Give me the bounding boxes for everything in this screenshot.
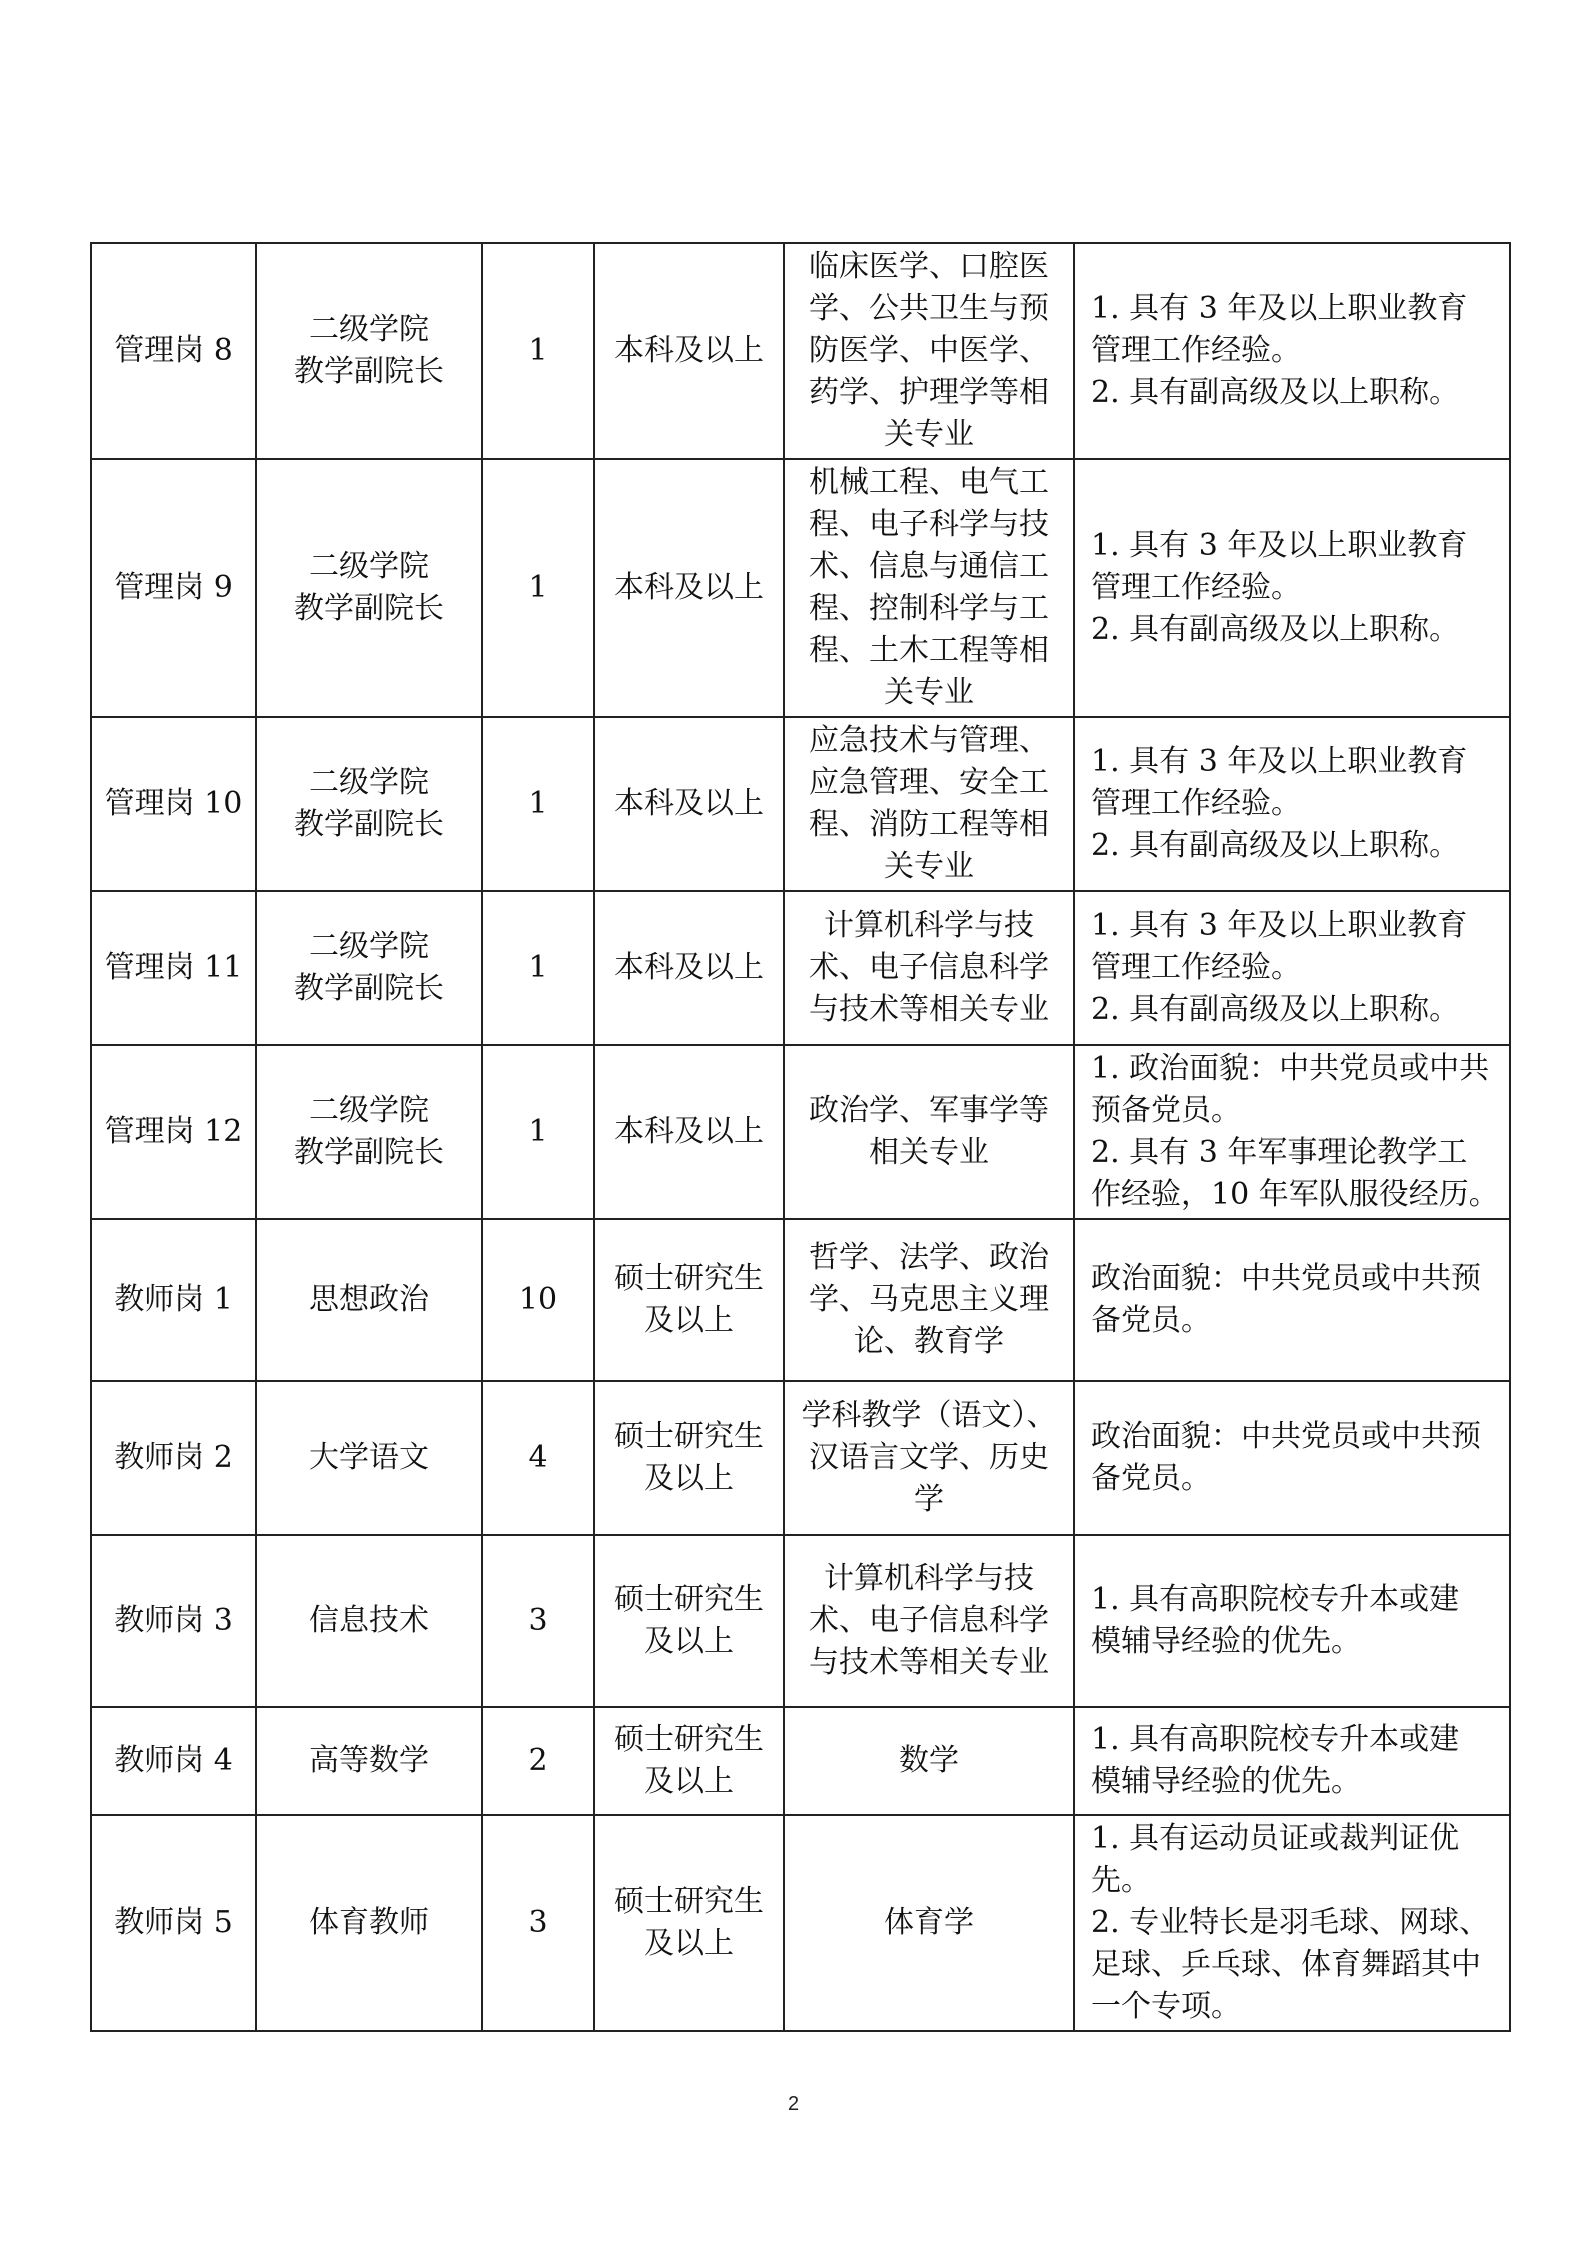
position-title-cell xyxy=(256,717,482,891)
major-line: 哲学、法学、政治 xyxy=(809,1240,1049,1275)
requirements-cell xyxy=(1074,243,1510,459)
major-line: 临床医学、口腔医 xyxy=(809,249,1049,284)
requirements-cell xyxy=(1074,459,1510,717)
headcount-cell: 1 xyxy=(482,243,594,459)
requirements-line: 1. 政治面貌：中共党员或中共 xyxy=(1091,1051,1490,1086)
requirements-line: 模辅导经验的优先。 xyxy=(1091,1764,1361,1799)
table-row xyxy=(91,459,1510,717)
major-line: 学、公共卫生与预 xyxy=(809,291,1049,326)
requirements-line: 1. 具有高职院校专升本或建 xyxy=(1091,1582,1460,1617)
table-row xyxy=(91,1815,1510,2031)
headcount-cell: 1 xyxy=(482,1045,594,1219)
major-line: 关专业 xyxy=(884,849,974,884)
headcount-cell: 3 xyxy=(482,1535,594,1707)
position-title-cell xyxy=(256,1535,482,1707)
education-line: 硕士研究生 xyxy=(614,1261,764,1296)
position-title-line: 二级学院 xyxy=(309,929,429,964)
position-title-cell xyxy=(256,891,482,1045)
position-title-cell xyxy=(256,1045,482,1219)
requirements-cell xyxy=(1074,891,1510,1045)
major-line: 术、电子信息科学 xyxy=(809,950,1049,985)
major-cell xyxy=(784,1219,1074,1381)
position-title-cell xyxy=(256,1707,482,1815)
major-line: 应急技术与管理、 xyxy=(809,723,1049,758)
education-line: 及以上 xyxy=(644,1764,734,1799)
education-line: 本科及以上 xyxy=(614,570,764,605)
table-row xyxy=(91,1535,1510,1707)
education-line: 硕士研究生 xyxy=(614,1582,764,1617)
requirements-cell xyxy=(1074,1815,1510,2031)
major-cell xyxy=(784,1815,1074,2031)
major-line: 机械工程、电气工 xyxy=(809,465,1049,500)
position-title-line: 二级学院 xyxy=(309,312,429,347)
position-title-line: 体育教师 xyxy=(309,1905,429,1940)
requirements-line: 作经验，10 年军队服役经历。 xyxy=(1091,1177,1499,1212)
education-line: 本科及以上 xyxy=(614,1114,764,1149)
major-line: 政治学、军事学等 xyxy=(809,1093,1049,1128)
post-cell: 教师岗 1 xyxy=(91,1219,256,1381)
requirements-line: 备党员。 xyxy=(1091,1303,1211,1338)
major-cell xyxy=(784,717,1074,891)
requirements-line: 预备党员。 xyxy=(1091,1093,1241,1128)
requirements-cell xyxy=(1074,1535,1510,1707)
major-cell xyxy=(784,1535,1074,1707)
requirements-line: 1. 具有运动员证或裁判证优 xyxy=(1091,1821,1460,1856)
education-cell xyxy=(594,459,784,717)
requirements-line: 2. 专业特长是羽毛球、网球、 xyxy=(1091,1905,1490,1940)
post-cell: 教师岗 3 xyxy=(91,1535,256,1707)
major-line: 程、土木工程等相 xyxy=(809,633,1049,668)
headcount-cell: 1 xyxy=(482,891,594,1045)
major-line: 论、教育学 xyxy=(854,1324,1004,1359)
major-line: 计算机科学与技 xyxy=(824,1561,1034,1596)
requirements-cell xyxy=(1074,1381,1510,1535)
requirements-line: 政治面貌：中共党员或中共预 xyxy=(1091,1419,1481,1454)
requirements-line: 管理工作经验。 xyxy=(1091,786,1301,821)
education-cell xyxy=(594,1535,784,1707)
requirements-line: 1. 具有 3 年及以上职业教育 xyxy=(1091,528,1468,563)
requirements-line: 2. 具有副高级及以上职称。 xyxy=(1091,992,1460,1027)
requirements-line: 2. 具有副高级及以上职称。 xyxy=(1091,612,1460,647)
requirements-line: 政治面貌：中共党员或中共预 xyxy=(1091,1261,1481,1296)
education-line: 硕士研究生 xyxy=(614,1884,764,1919)
position-title-line: 教学副院长 xyxy=(294,971,444,1006)
requirements-line: 足球、乒乓球、体育舞蹈其中 xyxy=(1091,1947,1481,1982)
headcount-cell: 4 xyxy=(482,1381,594,1535)
major-line: 程、消防工程等相 xyxy=(809,807,1049,842)
major-line: 程、电子科学与技 xyxy=(809,507,1049,542)
major-line: 药学、护理学等相 xyxy=(809,375,1049,410)
major-line: 关专业 xyxy=(884,675,974,710)
requirements-line: 1. 具有 3 年及以上职业教育 xyxy=(1091,908,1468,943)
position-title-line: 教学副院长 xyxy=(294,1135,444,1170)
requirements-line: 先。 xyxy=(1091,1863,1151,1898)
education-line: 硕士研究生 xyxy=(614,1722,764,1757)
post-cell: 管理岗 8 xyxy=(91,243,256,459)
table-row xyxy=(91,1045,1510,1219)
requirements-line: 模辅导经验的优先。 xyxy=(1091,1624,1361,1659)
requirements-line: 2. 具有 3 年军事理论教学工 xyxy=(1091,1135,1468,1170)
post-cell: 教师岗 5 xyxy=(91,1815,256,2031)
major-line: 计算机科学与技 xyxy=(824,908,1034,943)
requirements-cell xyxy=(1074,1707,1510,1815)
major-cell xyxy=(784,1381,1074,1535)
requirements-line: 一个专项。 xyxy=(1091,1989,1241,2024)
table-row xyxy=(91,1707,1510,1815)
major-line: 术、电子信息科学 xyxy=(809,1603,1049,1638)
education-line: 及以上 xyxy=(644,1624,734,1659)
headcount-cell: 1 xyxy=(482,717,594,891)
education-line: 本科及以上 xyxy=(614,786,764,821)
major-line: 学科教学（语文）、 xyxy=(801,1398,1057,1433)
position-title-line: 二级学院 xyxy=(309,765,429,800)
major-cell xyxy=(784,459,1074,717)
headcount-cell: 3 xyxy=(482,1815,594,2031)
requirements-line: 2. 具有副高级及以上职称。 xyxy=(1091,375,1460,410)
education-line: 本科及以上 xyxy=(614,333,764,368)
education-cell xyxy=(594,1219,784,1381)
education-line: 及以上 xyxy=(644,1461,734,1496)
education-line: 本科及以上 xyxy=(614,950,764,985)
education-cell xyxy=(594,243,784,459)
education-cell xyxy=(594,891,784,1045)
major-line: 术、信息与通信工 xyxy=(809,549,1049,584)
page-number: 2 xyxy=(787,2093,800,2115)
position-title-cell xyxy=(256,243,482,459)
education-line: 及以上 xyxy=(644,1926,734,1961)
major-line: 程、控制科学与工 xyxy=(809,591,1049,626)
position-title-line: 信息技术 xyxy=(309,1603,429,1638)
position-title-line: 二级学院 xyxy=(309,1093,429,1128)
post-cell: 管理岗 10 xyxy=(91,717,256,891)
position-title-line: 教学副院长 xyxy=(294,807,444,842)
major-line: 与技术等相关专业 xyxy=(809,1645,1049,1680)
requirements-line: 管理工作经验。 xyxy=(1091,333,1301,368)
major-line: 体育学 xyxy=(884,1905,974,1940)
headcount-cell: 1 xyxy=(482,459,594,717)
position-title-line: 二级学院 xyxy=(309,549,429,584)
position-title-cell xyxy=(256,1381,482,1535)
requirements-line: 管理工作经验。 xyxy=(1091,950,1301,985)
requirements-line: 管理工作经验。 xyxy=(1091,570,1301,605)
major-line: 学 xyxy=(914,1482,944,1517)
post-cell: 管理岗 12 xyxy=(91,1045,256,1219)
requirements-line: 2. 具有副高级及以上职称。 xyxy=(1091,828,1460,863)
requirements-line: 1. 具有 3 年及以上职业教育 xyxy=(1091,291,1468,326)
table-row xyxy=(91,891,1510,1045)
education-cell xyxy=(594,1381,784,1535)
requirements-line: 1. 具有高职院校专升本或建 xyxy=(1091,1722,1460,1757)
major-line: 防医学、中医学、 xyxy=(809,333,1049,368)
table-row xyxy=(91,243,1510,459)
education-cell xyxy=(594,1815,784,2031)
major-line: 应急管理、安全工 xyxy=(809,765,1049,800)
headcount-cell: 2 xyxy=(482,1707,594,1815)
post-cell: 教师岗 4 xyxy=(91,1707,256,1815)
education-cell xyxy=(594,1045,784,1219)
table-row xyxy=(91,717,1510,891)
position-title-line: 教学副院长 xyxy=(294,354,444,389)
education-cell xyxy=(594,717,784,891)
education-cell xyxy=(594,1707,784,1815)
position-title-cell xyxy=(256,459,482,717)
major-line: 汉语言文学、历史 xyxy=(809,1440,1049,1475)
position-title-cell xyxy=(256,1815,482,2031)
major-line: 数学 xyxy=(899,1743,959,1778)
major-cell xyxy=(784,243,1074,459)
major-cell xyxy=(784,1707,1074,1815)
position-title-cell xyxy=(256,1219,482,1381)
position-title-line: 大学语文 xyxy=(309,1440,429,1475)
major-cell xyxy=(784,891,1074,1045)
requirements-line: 1. 具有 3 年及以上职业教育 xyxy=(1091,744,1468,779)
requirements-cell xyxy=(1074,1219,1510,1381)
headcount-cell: 10 xyxy=(482,1219,594,1381)
table-row xyxy=(91,1381,1510,1535)
recruitment-table xyxy=(90,242,1511,2032)
position-title-line: 教学副院长 xyxy=(294,591,444,626)
table-row xyxy=(91,1219,1510,1381)
major-cell xyxy=(784,1045,1074,1219)
table-body xyxy=(91,243,1510,2031)
requirements-line: 备党员。 xyxy=(1091,1461,1211,1496)
requirements-cell xyxy=(1074,1045,1510,1219)
post-cell: 管理岗 11 xyxy=(91,891,256,1045)
position-title-line: 高等数学 xyxy=(309,1743,429,1778)
education-line: 及以上 xyxy=(644,1303,734,1338)
major-line: 相关专业 xyxy=(869,1135,989,1170)
major-line: 与技术等相关专业 xyxy=(809,992,1049,1027)
requirements-cell xyxy=(1074,717,1510,891)
major-line: 关专业 xyxy=(884,417,974,452)
post-cell: 教师岗 2 xyxy=(91,1381,256,1535)
education-line: 硕士研究生 xyxy=(614,1419,764,1454)
major-line: 学、马克思主义理 xyxy=(809,1282,1049,1317)
post-cell: 管理岗 9 xyxy=(91,459,256,717)
position-title-line: 思想政治 xyxy=(309,1282,429,1317)
